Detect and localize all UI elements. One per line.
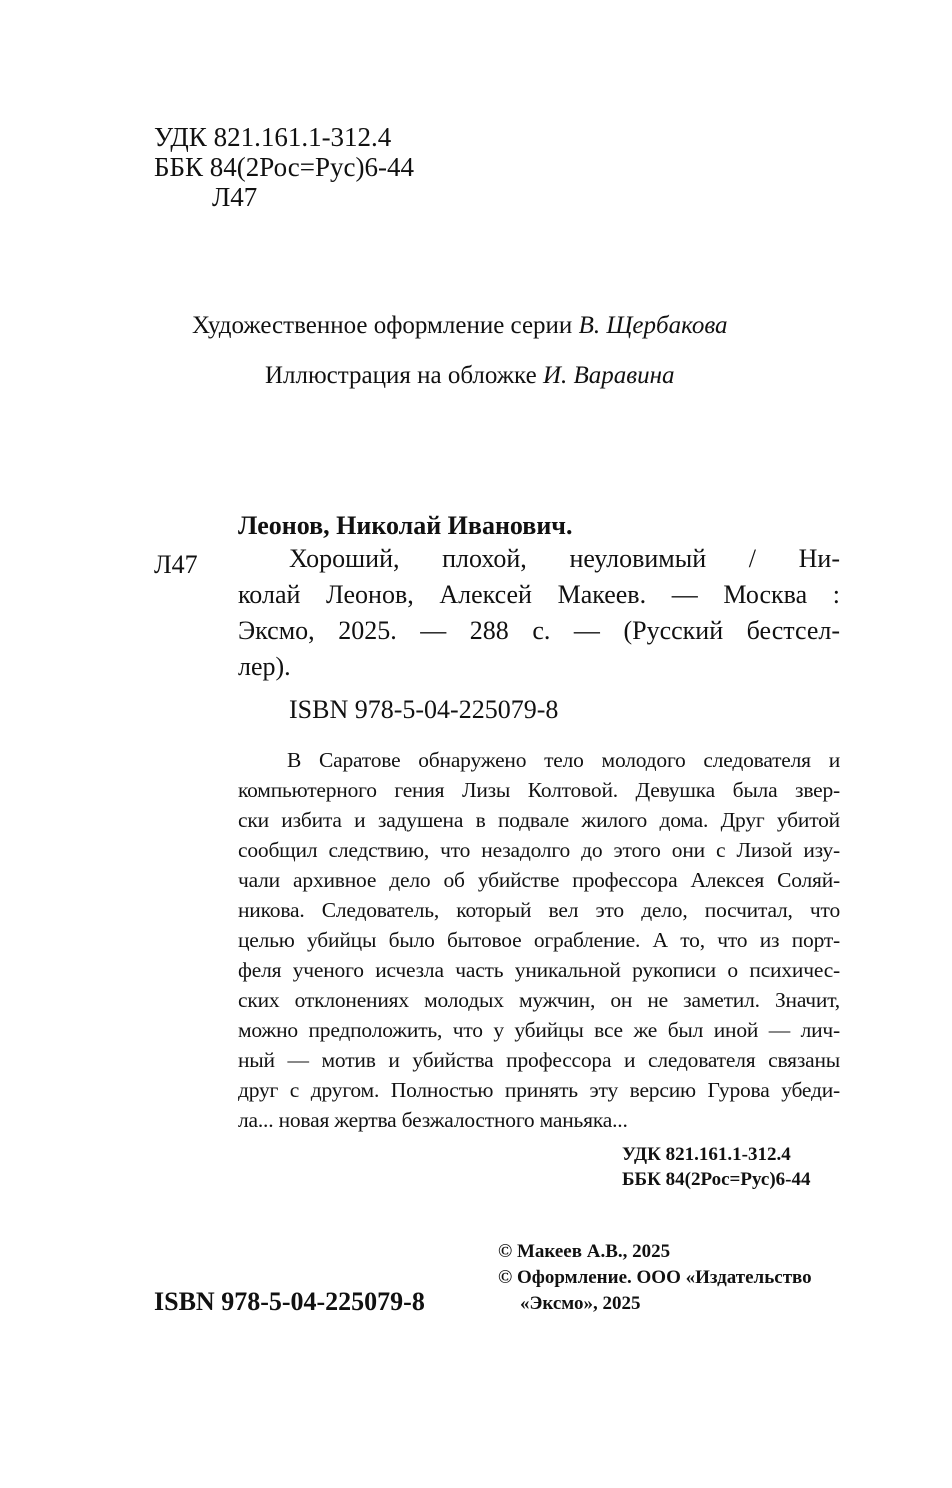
copyright-design: © Оформление. ООО «Издательство	[498, 1267, 812, 1288]
annotation-line: ски избита и задушена в подвале жилого дома. Друг убитой	[238, 808, 840, 832]
udk-code-bottom: УДК 821.161.1-312.4	[622, 1144, 791, 1165]
bbk-code: ББК 84(2Рос=Рус)6-44	[154, 152, 414, 182]
catalog-card-code: Л47	[154, 550, 198, 579]
annotation-line: ный — мотив и убийства профессора и следователя связаны	[238, 1048, 840, 1072]
copyright-author: © Макеев А.В., 2025	[498, 1241, 671, 1262]
catalog-card-line: Эксмо, 2025. — 288 с. — (Русский бестсел-	[238, 616, 840, 645]
catalog-card-author: Леонов, Николай Иванович.	[238, 511, 573, 540]
annotation-line: ла... новая жертва безжалостного маньяка...	[238, 1108, 628, 1132]
catalog-card-isbn: ISBN 978-5-04-225079-8	[289, 695, 559, 724]
annotation-line: целью убийцы было бытовое ограбление. А то, что из порт-	[238, 928, 840, 952]
credit-series-design-label: Художественное оформление серии	[192, 312, 579, 339]
credit-cover-illustration	[265, 361, 675, 391]
annotation-line: компьютерного гения Лизы Колтовой. Девушка была звер-	[238, 778, 840, 802]
udk-code: УДК 821.161.1-312.4	[154, 122, 392, 152]
copyright-design-cont: «Эксмо», 2025	[520, 1293, 641, 1314]
annotation-line: друг с другом. Полностью принять эту версию Гурова убеди-	[238, 1078, 840, 1102]
bbk-code-bottom: ББК 84(2Рос=Рус)6-44	[622, 1169, 811, 1190]
catalog-card-line: колай Леонов, Алексей Макеев. — Москва :	[238, 580, 840, 609]
annotation-line: можно предположить, что у убийцы все же был иной — лич-	[238, 1018, 840, 1042]
author-sign: Л47	[212, 182, 258, 212]
annotation-line: феля ученого исчезла часть уникальной рукописи о психичес-	[238, 958, 840, 982]
annotation-line: В Саратове обнаружено тело молодого следователя и	[287, 748, 840, 772]
annotation-line: чали архивное дело об убийстве профессора Алексея Соляй-	[238, 868, 840, 892]
credit-series-design	[192, 311, 728, 341]
credit-series-design-name: В. Щербакова	[578, 312, 728, 339]
annotation-line: никова. Следователь, который вел это дело, посчитал, что	[238, 898, 840, 922]
catalog-card-line: Хороший, плохой, неуловимый / Ни-	[289, 544, 840, 573]
annotation-line: сообщил следствию, что незадолго до этого они с Лизой изу-	[238, 838, 840, 862]
credit-cover-illustration-label: Иллюстрация на обложке	[265, 362, 543, 389]
credit-cover-illustration-name: И. Варавина	[542, 362, 675, 389]
annotation-line: ских отклонениях молодых мужчин, он не заметил. Значит,	[238, 988, 840, 1012]
catalog-card-line: лер).	[238, 652, 291, 681]
isbn-bottom: ISBN 978-5-04-225079-8	[154, 1287, 425, 1316]
